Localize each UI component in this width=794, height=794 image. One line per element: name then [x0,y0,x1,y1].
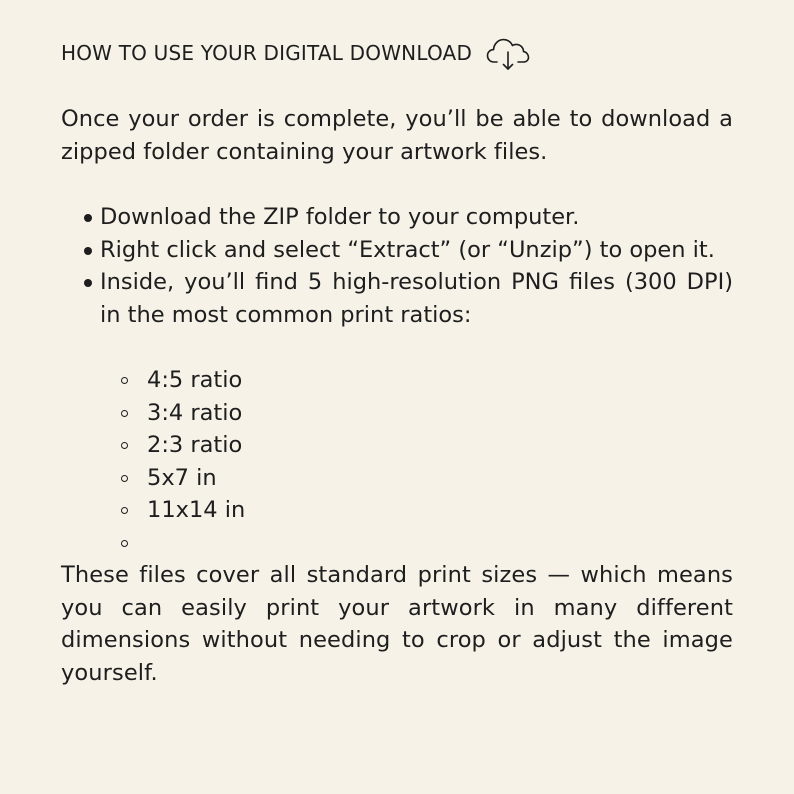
bullet-circle-icon [121,507,128,514]
page-title [61,36,733,70]
list-item [61,234,733,267]
list-item [61,266,733,331]
list-item [61,201,733,234]
list-item [61,364,733,397]
ratio-text: 3:4 ratio [147,399,243,426]
instructions-card [61,36,733,689]
intro-paragraph: Once your order is complete, you’ll be able to download a zipped folder containing your artwork files. [61,106,733,165]
step-text: Inside, you’ll find 5 high-resolution PNG files (300 DPI) in the most common print ratios: [100,269,733,328]
page-title-text: HOW TO USE YOUR DIGITAL DOWNLOAD [61,41,473,65]
ratios-list [61,364,733,559]
bullet-circle-icon [121,540,128,547]
ratio-text: 11x14 in [147,497,246,523]
ratio-text: 5x7 in [147,464,217,491]
bullet-circle-icon [121,410,128,417]
list-item [61,494,733,527]
bullet-dot-icon [84,247,92,255]
ratio-text: 4:5 ratio [147,367,243,393]
list-item [61,527,733,560]
bullet-dot-icon [84,279,92,287]
step-text: Download the ZIP folder to your computer. [100,204,580,230]
list-item [61,397,733,430]
bullet-circle-icon [121,442,128,449]
steps-list [61,201,733,331]
bullet-circle-icon [121,377,128,384]
list-item [61,429,733,462]
cloud-download-icon [486,33,530,73]
list-item [61,462,733,495]
ratio-text: 2:3 ratio [147,432,243,458]
bullet-circle-icon [121,475,128,482]
outro-paragraph: These files cover all standard print sizes — which means you can easily print your artwork in many different dimensions without needing to crop or adjust the image yourself. [61,562,733,686]
step-text: Right click and select “Extract” (or “Unzip”) to open it. [100,236,715,263]
bullet-dot-icon [84,214,92,222]
